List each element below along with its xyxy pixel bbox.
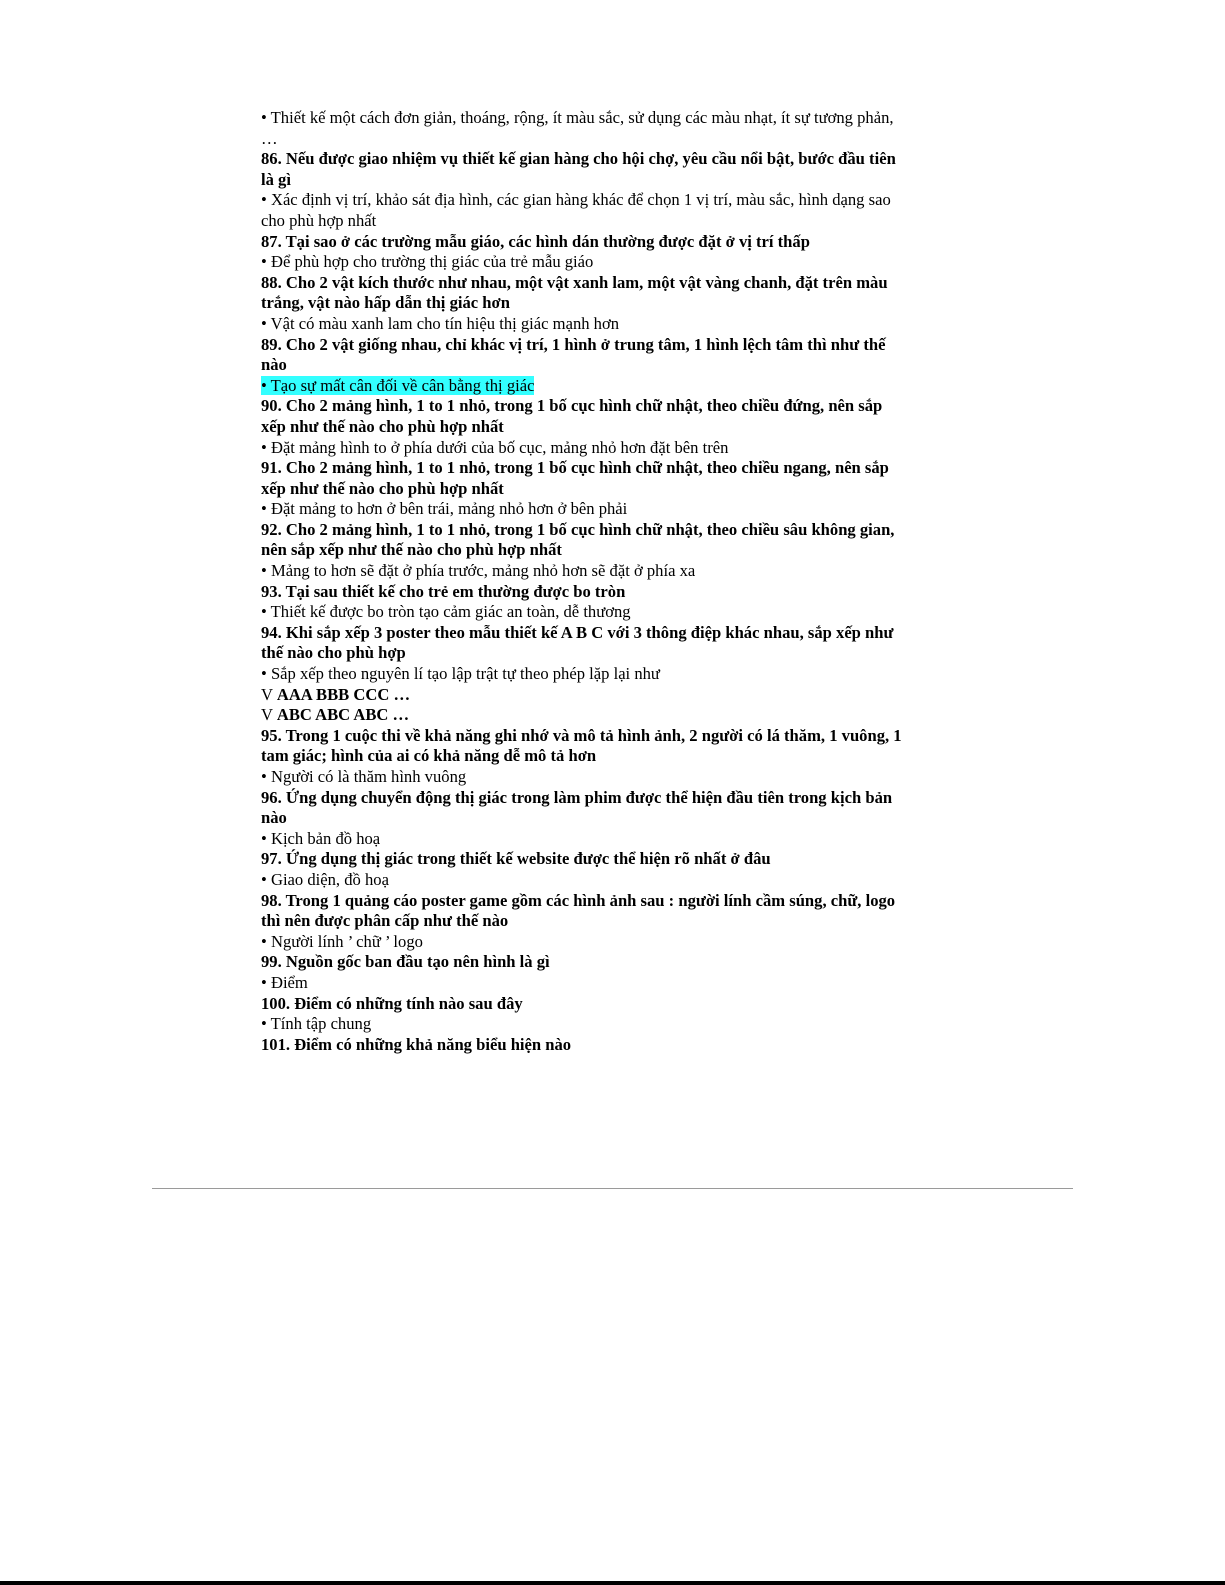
answer-line: • Thiết kế một cách đơn giản, thoáng, rộng, ít màu sắc, sử dụng các màu nhạt, ít sự tương phản, bbox=[261, 108, 894, 127]
question-line: thế nào cho phù hợp bbox=[261, 643, 406, 663]
page-separator bbox=[152, 1188, 1073, 1189]
answer-line: • Đặt mảng hình to ở phía dưới của bố cục, mảng nhỏ hơn đặt bên trên bbox=[261, 437, 729, 457]
answer-line: • Xác định vị trí, khảo sát địa hình, các gian hàng khác để chọn 1 vị trí, màu sắc, hình dạng sao bbox=[261, 190, 891, 210]
answer-line: • Sắp xếp theo nguyên lí tạo lập trật tự theo phép lặp lại như bbox=[261, 664, 660, 684]
document-body bbox=[261, 108, 961, 1055]
answer-line: • Vật có màu xanh lam cho tín hiệu thị giác mạnh hơn bbox=[261, 313, 620, 333]
question-line: nào bbox=[261, 355, 287, 375]
question-line: 93. Tại sau thiết kế cho trẻ em thường được bo tròn bbox=[261, 581, 626, 601]
option-prefix: V bbox=[261, 684, 277, 704]
question-line: 87. Tại sao ở các trường mẫu giáo, các hình dán thường được đặt ở vị trí thấp bbox=[261, 231, 810, 251]
question-line: 100. Điểm có những tính nào sau đây bbox=[261, 993, 523, 1013]
answer-line: • Để phù hợp cho trường thị giác của trẻ mẫu giáo bbox=[261, 252, 594, 272]
answer-line: • Người lính ’ chữ ’ logo bbox=[261, 931, 423, 951]
answer-line-highlighted bbox=[261, 376, 961, 397]
option-line bbox=[261, 685, 961, 706]
answer-line: • Giao diện, đồ hoạ bbox=[261, 869, 389, 889]
question-line: 98. Trong 1 quảng cáo poster game gồm các hình ảnh sau : người lính cầm súng, chữ, logo bbox=[261, 890, 896, 910]
answer-line: • Tính tập chung bbox=[261, 1014, 372, 1034]
page-bottom-edge bbox=[0, 1581, 1225, 1585]
question-line: 92. Cho 2 mảng hình, 1 to 1 nhỏ, trong 1 bố cục hình chữ nhật, theo chiều sâu không gian, bbox=[261, 519, 895, 539]
answer-line: • Thiết kế được bo tròn tạo cảm giác an toàn, dễ thương bbox=[261, 602, 631, 622]
highlighted-text: • Tạo sự mất cân đối về cân bằng thị giác bbox=[261, 375, 535, 395]
option-line bbox=[261, 705, 961, 726]
answer-line: • Điểm bbox=[261, 972, 308, 992]
answer-line: • Người có là thăm hình vuông bbox=[261, 767, 467, 786]
question-line: xếp như thế nào cho phù hợp nhất bbox=[261, 478, 504, 498]
question-line: 96. Ứng dụng chuyển động thị giác trong làm phim được thể hiện đầu tiên trong kịch bản bbox=[261, 787, 893, 807]
question-line: trắng, vật nào hấp dẫn thị giác hơn bbox=[261, 293, 510, 313]
question-line: thì nên được phân cấp như thế nào bbox=[261, 911, 509, 931]
question-line: 97. Ứng dụng thị giác trong thiết kế website được thể hiện rõ nhất ở đâu bbox=[261, 849, 771, 869]
question-line: 94. Khi sắp xếp 3 poster theo mẫu thiết kế A B C với 3 thông điệp khác nhau, sắp xếp như bbox=[261, 622, 894, 642]
question-line: xếp như thế nào cho phù hợp nhất bbox=[261, 416, 504, 436]
option-text: ABC ABC ABC … bbox=[276, 705, 410, 725]
question-line: nào bbox=[261, 808, 287, 828]
option-text: AAA BBB CCC … bbox=[276, 684, 411, 704]
answer-line: • Đặt mảng to hơn ở bên trái, mảng nhỏ hơn ở bên phải bbox=[261, 499, 628, 519]
question-line: 88. Cho 2 vật kích thước như nhau, một vật xanh lam, một vật vàng chanh, đặt trên màu bbox=[261, 272, 888, 292]
question-line: 89. Cho 2 vật giống nhau, chỉ khác vị trí, 1 hình ở trung tâm, 1 hình lệch tâm thì như thế bbox=[261, 334, 886, 354]
question-line: nên sắp xếp như thế nào cho phù hợp nhất bbox=[261, 540, 562, 560]
answer-line: • Kịch bản đồ hoạ bbox=[261, 828, 381, 848]
question-line: 90. Cho 2 mảng hình, 1 to 1 nhỏ, trong 1 bố cục hình chữ nhật, theo chiều đứng, nên sắp bbox=[261, 396, 883, 416]
answer-line: cho phù hợp nhất bbox=[261, 210, 377, 230]
question-line: 99. Nguồn gốc ban đầu tạo nên hình là gì bbox=[261, 952, 550, 972]
question-line: 95. Trong 1 cuộc thi về khả năng ghi nhớ và mô tả hình ảnh, 2 người có lá thăm, 1 vuông, 1 bbox=[261, 725, 902, 745]
question-line: tam giác; hình của ai có khả năng dễ mô tả hơn bbox=[261, 746, 597, 766]
question-line: 86. Nếu được giao nhiệm vụ thiết kế gian hàng cho hội chợ, yêu cầu nổi bật, bước đầu tiên bbox=[261, 149, 896, 169]
option-prefix: V bbox=[261, 705, 277, 725]
question-line: 101. Điểm có những khả năng biểu hiện nào bbox=[261, 1034, 572, 1054]
answer-line: • Mảng to hơn sẽ đặt ở phía trước, mảng nhỏ hơn sẽ đặt ở phía xa bbox=[261, 561, 696, 581]
question-line: 91. Cho 2 mảng hình, 1 to 1 nhỏ, trong 1 bố cục hình chữ nhật, theo chiều ngang, nên sắp bbox=[261, 458, 889, 478]
question-line: là gì bbox=[261, 169, 291, 189]
answer-line: … bbox=[261, 128, 278, 148]
